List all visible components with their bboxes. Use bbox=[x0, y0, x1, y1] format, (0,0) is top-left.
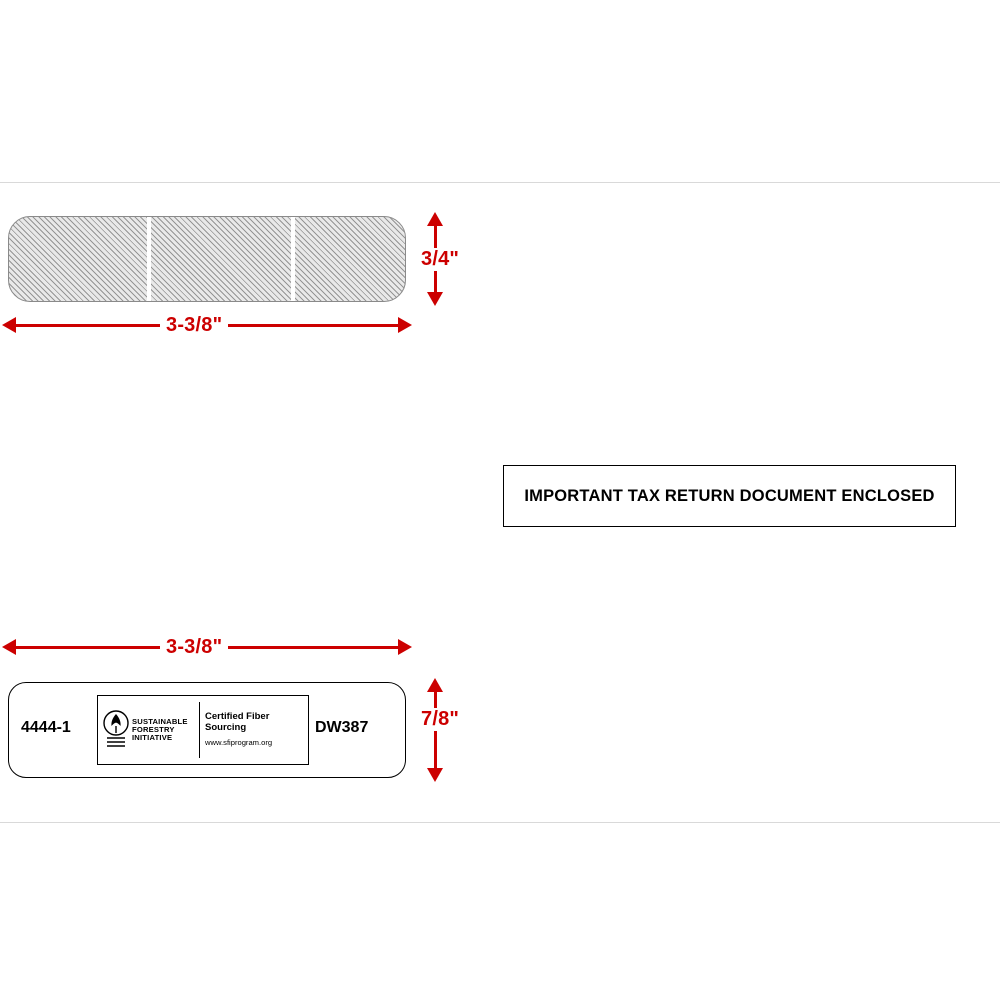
window-height-label: 3/4" bbox=[415, 248, 465, 271]
label-height-arrow-top bbox=[427, 678, 443, 692]
label-height-arrow-bottom bbox=[427, 768, 443, 782]
sfi-organization-name bbox=[132, 718, 194, 743]
window-width-arrow-right bbox=[398, 317, 412, 333]
window-height-arrow-bottom bbox=[427, 292, 443, 306]
sfi-cert-line-2: Sourcing bbox=[205, 721, 247, 733]
sfi-name-line-2: FORESTRY bbox=[132, 724, 175, 734]
sfi-tree-icon bbox=[103, 710, 129, 750]
envelope-top-edge bbox=[0, 182, 1000, 183]
window-seam-left bbox=[147, 217, 151, 301]
sfi-name-line-3: INITIATIVE bbox=[132, 733, 173, 743]
envelope-bottom-edge bbox=[0, 822, 1000, 823]
window-height-arrow-top bbox=[427, 212, 443, 226]
sfi-divider bbox=[199, 702, 200, 758]
sfi-name-line-1: SUSTAINABLE bbox=[132, 716, 188, 726]
window-width-arrow-left bbox=[2, 317, 16, 333]
sfi-certification-details bbox=[205, 712, 272, 748]
label-block bbox=[8, 682, 406, 778]
window-width-label: 3-3/8" bbox=[160, 314, 228, 337]
tax-notice-box bbox=[503, 465, 956, 527]
label-right-code: DW387 bbox=[315, 719, 369, 736]
window-seam-right bbox=[291, 217, 295, 301]
label-width-arrow-right bbox=[398, 639, 412, 655]
address-window bbox=[8, 216, 406, 302]
label-height-label: 7/8" bbox=[415, 708, 465, 731]
sfi-cert-line-1: Certified Fiber bbox=[205, 711, 270, 723]
sfi-url: www.sfiprogram.org bbox=[205, 738, 273, 748]
label-left-code: 4444-1 bbox=[21, 719, 71, 736]
tax-notice-text: IMPORTANT TAX RETURN DOCUMENT ENCLOSED bbox=[524, 486, 935, 505]
sfi-certification-mark bbox=[97, 695, 309, 765]
label-width-arrow-left bbox=[2, 639, 16, 655]
label-width-label: 3-3/8" bbox=[160, 636, 228, 659]
